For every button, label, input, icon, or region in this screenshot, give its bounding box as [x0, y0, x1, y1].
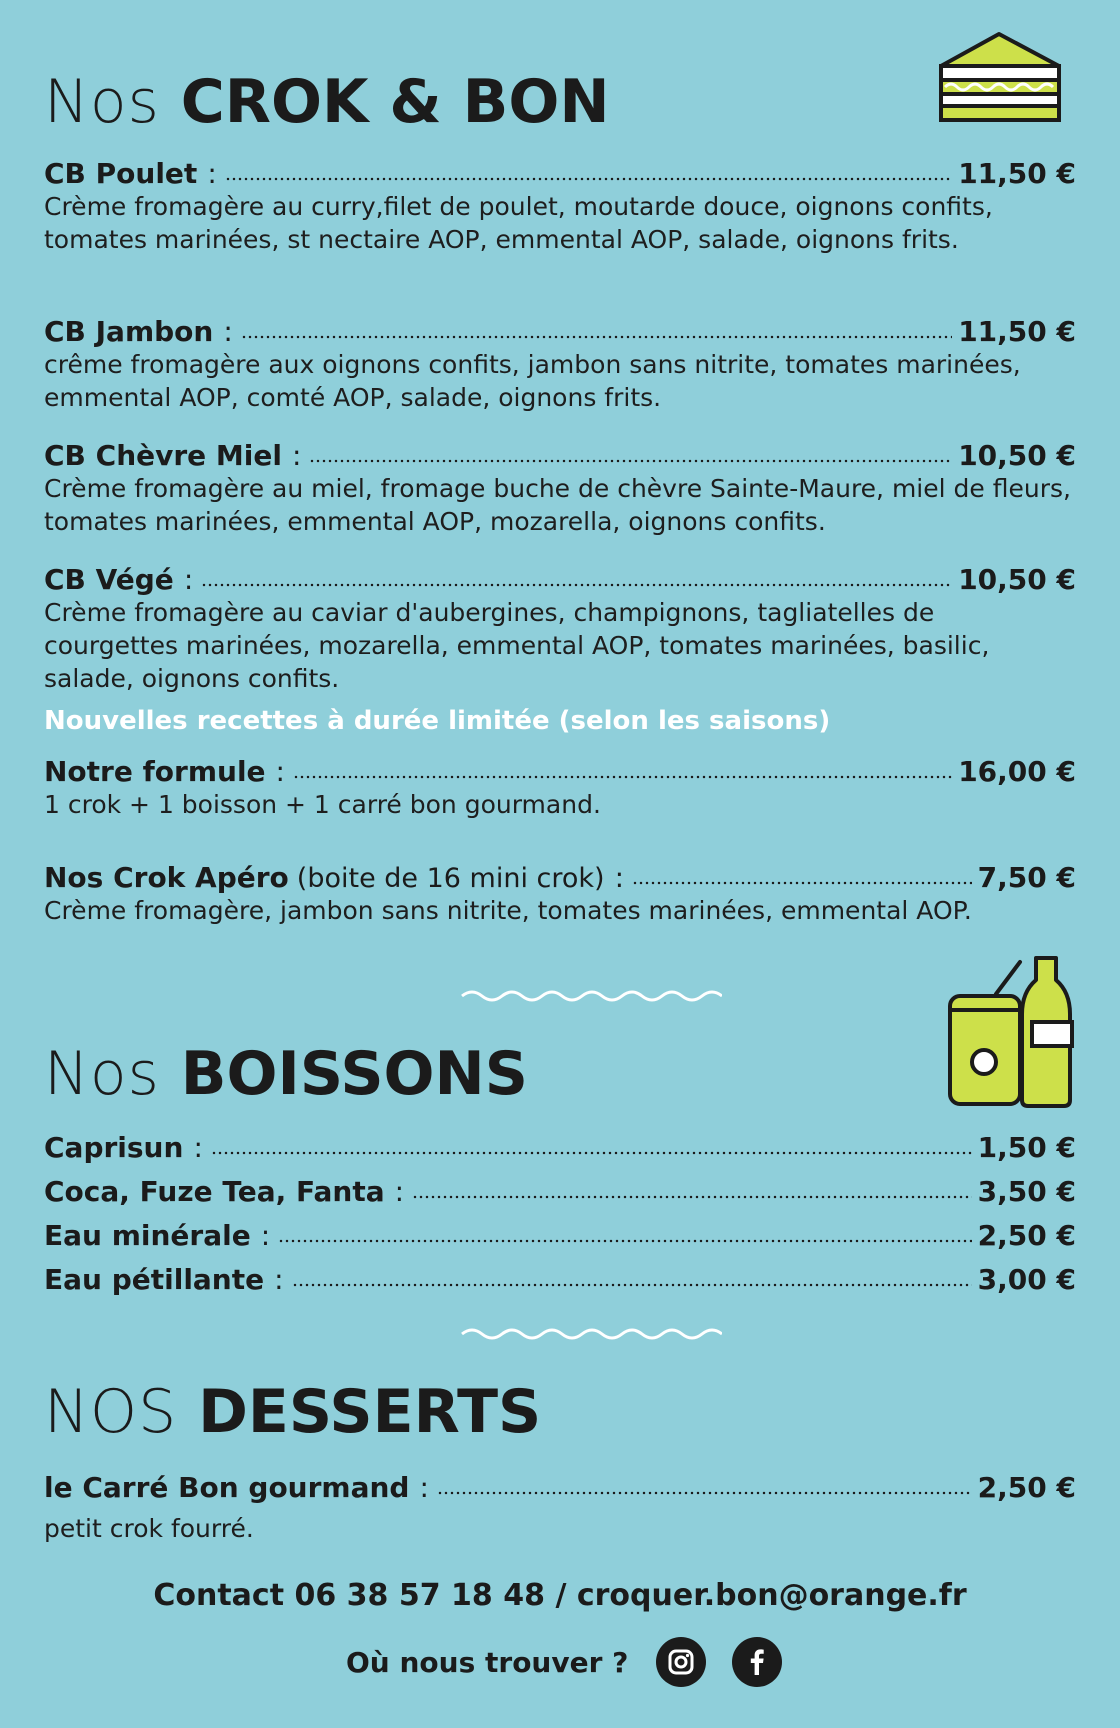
facebook-icon[interactable]	[732, 1637, 782, 1687]
item-price: 7,50 €	[977, 861, 1076, 894]
dot-leader	[211, 1151, 972, 1155]
item-description: Crème fromagère, jambon sans nitrite, tomates marinées, emmental AOP.	[44, 896, 972, 925]
boissons-section-title	[44, 1038, 528, 1110]
boissons-title-light: Nos	[44, 1039, 160, 1109]
item-description: Crème fromagère au caviar d'aubergines, champignons, tagliatelles de courgettes marinées, mozarella, emmental AOP, tomates marinées, basilic, salade, oignons confits.	[44, 598, 990, 693]
crok-section-title	[44, 66, 610, 138]
item-price: 2,50 €	[977, 1219, 1076, 1252]
menu-item-formule: Notre formule : 16,00 € 1 crok + 1 boisson + 1 carré bon gourmand.	[44, 755, 1076, 819]
crok-title-light: Nos	[44, 67, 160, 137]
where-label: Où nous trouver ?	[346, 1645, 629, 1679]
item-description: 1 crok + 1 boisson + 1 carré bon gourmand.	[44, 790, 601, 819]
item-name: Coca, Fuze Tea, Fanta	[44, 1175, 385, 1208]
item-name: CB Poulet	[44, 157, 198, 190]
item-description: crême fromagère aux oignons confits, jambon sans nitrite, tomates marinées, emmental AOP, comté AOP, salade, oignons frits.	[44, 350, 1021, 412]
crok-title-strong: CROK & BON	[180, 67, 610, 137]
item-price: 10,50 €	[958, 563, 1076, 596]
dot-leader	[309, 459, 952, 463]
menu-item-cb-poulet: CB Poulet : 11,50 € Crème fromagère au curry,filet de poulet, moutarde douce, oignons confits, tomates marinées, st nectaire AOP, emmental AOP, salade, oignons frits.	[44, 157, 1076, 254]
desserts-title-light: NOS	[44, 1377, 178, 1447]
menu-item-cb-chevre-miel: CB Chèvre Miel : 10,50 € Crème fromagère au miel, fromage buche de chèvre Sainte-Maure, miel de fleurs, tomates marinées, emmental AOP, mozarella, oignons confits.	[44, 439, 1076, 536]
menu-item-caprisun: Caprisun : 1,50 €	[44, 1131, 1076, 1164]
drinks-icon	[946, 952, 1076, 1110]
item-name: le Carré Bon gourmand	[44, 1471, 410, 1504]
item-description: petit crok fourré.	[44, 1514, 254, 1543]
item-name: CB Chèvre Miel	[44, 439, 282, 472]
item-name: Caprisun	[44, 1131, 184, 1164]
desserts-section-title	[44, 1376, 541, 1448]
menu-item-eau-petillante: Eau pétillante : 3,00 €	[44, 1263, 1076, 1296]
menu-item-cb-vege: CB Végé : 10,50 € Crème fromagère au caviar d'aubergines, champignons, tagliatelles de courgettes marinées, mozarella, emmental AOP, tomates marinées, basilic, salade, oignons confits.	[44, 563, 1076, 693]
item-price: 3,00 €	[977, 1263, 1076, 1296]
dot-leader	[412, 1195, 972, 1199]
desserts-title-strong: DESSERTS	[198, 1377, 542, 1447]
item-name: Eau minérale	[44, 1219, 251, 1252]
sandwich-icon	[937, 30, 1063, 126]
item-description: Crème fromagère au curry,filet de poulet, moutarde douce, oignons confits, tomates marinées, st nectaire AOP, emmental AOP, salade, oignons frits.	[44, 192, 993, 254]
dot-leader	[241, 335, 952, 339]
item-price: 3,50 €	[977, 1175, 1076, 1208]
wave-divider	[460, 1326, 722, 1342]
boissons-title-strong: BOISSONS	[180, 1039, 528, 1109]
dot-leader	[278, 1239, 972, 1243]
item-name: CB Jambon	[44, 315, 214, 348]
limited-recipes-banner: Nouvelles recettes à durée limitée (selon les saisons)	[44, 706, 831, 736]
item-price: 1,50 €	[977, 1131, 1076, 1164]
menu-item-crok-apero: Nos Crok Apéro (boite de 16 mini crok) : 7,50 € Crème fromagère, jambon sans nitrite, tomates marinées, emmental AOP.	[44, 861, 1076, 925]
item-price: 11,50 €	[958, 157, 1076, 190]
item-price: 10,50 €	[958, 439, 1076, 472]
item-price: 11,50 €	[958, 315, 1076, 348]
dot-leader	[437, 1491, 972, 1495]
item-name: Eau pétillante	[44, 1263, 265, 1296]
dot-leader	[201, 583, 952, 587]
dot-leader	[632, 881, 972, 885]
where-to-find-us	[346, 1636, 808, 1688]
wave-divider	[460, 988, 722, 1004]
dot-leader	[292, 1283, 972, 1287]
menu-item-coca-fuze-fanta: Coca, Fuze Tea, Fanta : 3,50 €	[44, 1175, 1076, 1208]
item-price: 2,50 €	[977, 1471, 1076, 1504]
item-name: Nos Crok Apéro	[44, 861, 289, 894]
item-description: Crème fromagère au miel, fromage buche de chèvre Sainte-Maure, miel de fleurs, tomates marinées, emmental AOP, mozarella, oignons confits.	[44, 474, 1071, 536]
contact-line: Contact 06 38 57 18 48 / croquer.bon@orange.fr	[153, 1578, 967, 1613]
item-price: 16,00 €	[958, 755, 1076, 788]
item-name: CB Végé	[44, 563, 174, 596]
dot-leader	[225, 177, 952, 181]
dot-leader	[293, 775, 952, 779]
item-note: (boite de 16 mini crok)	[296, 863, 605, 894]
menu-item-cb-jambon: CB Jambon : 11,50 € crême fromagère aux oignons confits, jambon sans nitrite, tomates marinées, emmental AOP, comté AOP, salade, oignons frits.	[44, 315, 1076, 412]
instagram-icon[interactable]	[656, 1637, 706, 1687]
item-name: Notre formule	[44, 755, 266, 788]
menu-item-carre-bon-gourmand: le Carré Bon gourmand : 2,50 € petit crok fourré.	[44, 1471, 1076, 1543]
menu-item-eau-minerale: Eau minérale : 2,50 €	[44, 1219, 1076, 1252]
